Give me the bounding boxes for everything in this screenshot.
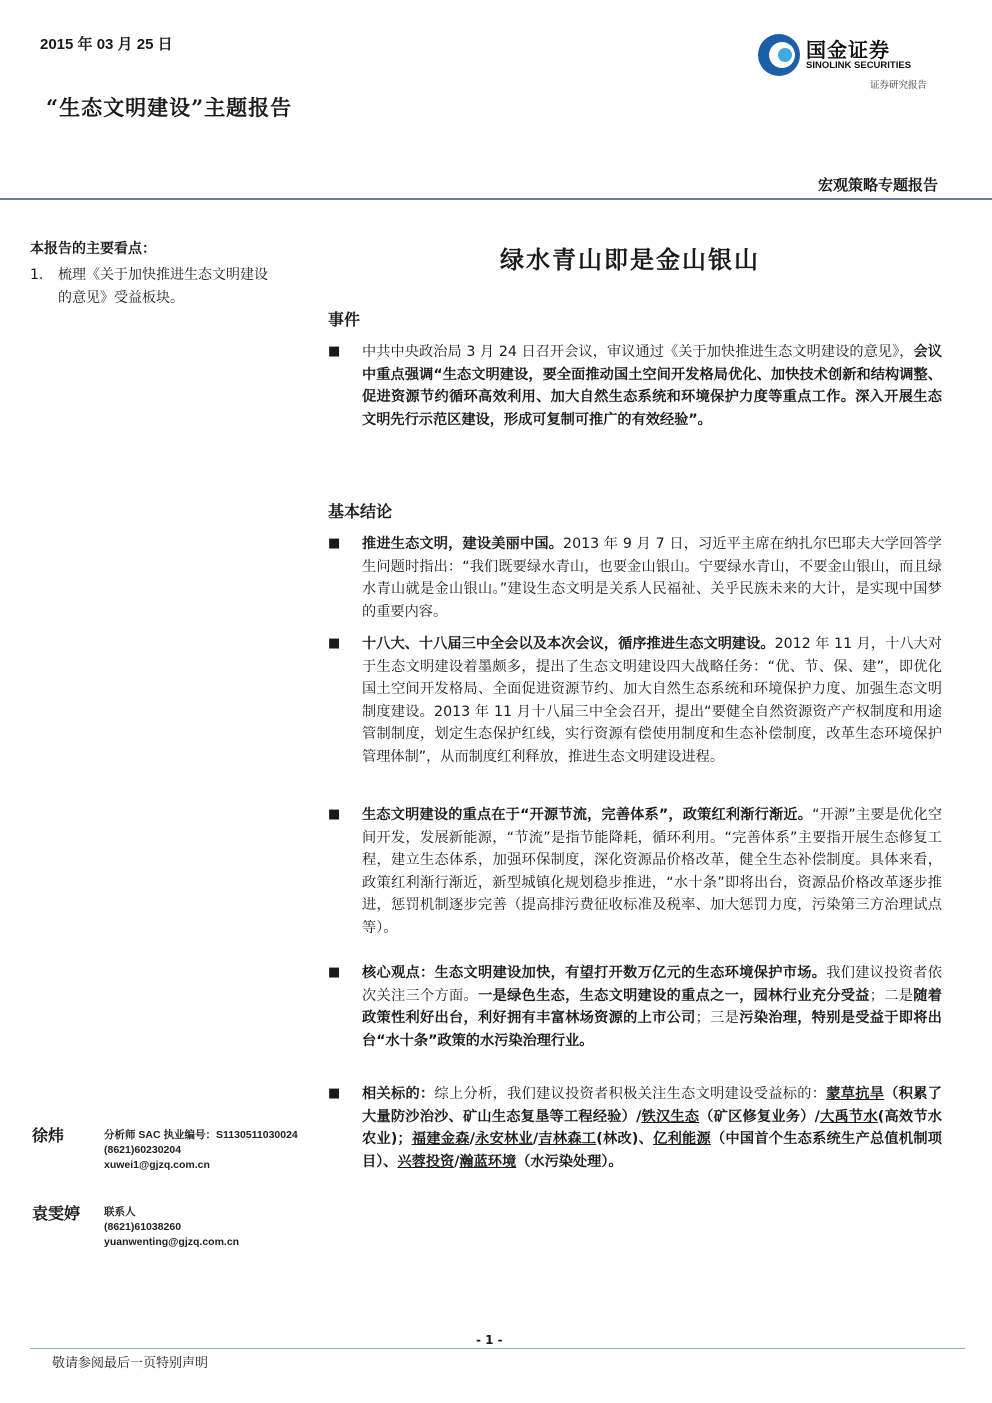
stock-link[interactable]: 亿利能源 [653, 1131, 711, 1148]
logo-tagline: 证券研究报告 [870, 80, 928, 91]
related-lead: 相关标的： [362, 1086, 435, 1102]
conclusion-item [328, 533, 942, 623]
header-divider [0, 198, 992, 200]
stock-link[interactable]: 吉林森工 [538, 1131, 597, 1148]
stock-note: （积累了大量防沙治沙、矿山生态复垦等工程经验）/ [362, 1086, 942, 1125]
stock-note: (林改)、 [596, 1131, 654, 1148]
author-email[interactable]: xuwei1@gjzq.com.cn [104, 1159, 210, 1171]
stock-note: / [532, 1131, 539, 1148]
conclusion-heading: 基本结论 [328, 502, 393, 521]
conclusion-text: “开源”主要是优化空间开发，发展新能源，“节流”是指节能降耗，循环利用。“完善体系”主要指开展生态修复工程，建立生态体系，加强环保制度，深化资源品价格改革，健全生态补偿制度。具体来看，政策红利渐行渐近，新型城镇化规划稳步推进，“水十条”即将出台，资源品价格改革逐步推进，惩罚机制逐步完善（提高排污费征收标准及税率、加大惩罚力度，污染第三方治理试点等）。 [362, 807, 943, 936]
author-email[interactable]: yuanwenting@gjzq.com.cn [104, 1236, 240, 1248]
event-text-bold: 会议中重点强调“生态文明建设，要全面推动国土空间开发格局优化、加快技术创新和结构调整、促进资源节约循环高效利用、加大自然生态系统和环境保护力度等重点工作。深入开展生态文明先行示范区建设，形成可复制可推广的有效经验”。 [362, 344, 942, 428]
footer-divider [30, 1348, 965, 1349]
conclusion-text: 2012 年 11 月，十八大对于生态文明建设着墨颇多，提出了生态文明建设四大战略任务：“优、节、保、建”，即优化国土空间开发格局、全面促进资源节约、加大自然生态系统和环境保护力度、加强生态文明制度建设。2013 年 11 月十八届三中全会召开，提出“要健全自然资源资产产权制度和用途管制制度，划定生态保护红线，实行资源有偿使用制度和生态补偿制度，改革生态环境保护管理体制”，从而制度红利释放，推进生态文明建设进程。 [362, 636, 942, 765]
author-phone: (8621)61038260 [104, 1221, 182, 1233]
main-title: 绿水青山即是金山银山 [500, 245, 760, 274]
author-contact [104, 1205, 239, 1250]
related-stocks-item [328, 1083, 942, 1173]
stock-note: / [469, 1131, 475, 1148]
key-point-item [30, 264, 280, 310]
author-credential: 分析师 SAC 执业编号：S1130511030024 [104, 1129, 298, 1141]
core-view-item [328, 962, 942, 1052]
company-logo [756, 30, 946, 92]
core-view-sep-1: ；二是 [869, 987, 914, 1004]
core-view-point-2: 随着政策性利好出台，利好拥有丰富林场资源的上市公司 [362, 987, 942, 1027]
stock-note: （矿区修复业务）/ [699, 1108, 820, 1125]
sinolink-logo-icon [756, 32, 802, 78]
author-name: 袁雯婷 [32, 1204, 81, 1223]
page-number: - 1 - [470, 1333, 509, 1347]
conclusion-lead: 生态文明建设的重点在于“开源节流，完善体系”，政策红利渐行渐近。 [362, 807, 813, 823]
bullet-square-icon: ■ [328, 1086, 341, 1101]
footer-disclaimer: 敬请参阅最后一页特别声明 [52, 1356, 209, 1371]
conclusion-lead: 推进生态文明，建设美丽中国。 [362, 536, 564, 552]
logo-name-cn: 国金证券 [806, 38, 890, 62]
core-view-sep-2: ；三是 [695, 1010, 740, 1027]
core-view-point-3: 污染治理，特别是受益于即将出台“水十条”政策的水污染治理行业。 [362, 1010, 942, 1049]
bullet-square-icon: ■ [328, 807, 341, 822]
related-text: 综上分析，我们建议投资者积极关注生态文明建设受益标的： [434, 1086, 827, 1102]
key-point-number: 1. [30, 267, 44, 283]
stock-note: （中国首个生态系统生产总值机制项目）、 [362, 1131, 942, 1170]
stock-link[interactable]: 大禹节水 [819, 1108, 878, 1125]
stock-link[interactable]: 永安林业 [474, 1131, 533, 1148]
key-points-sidebar [30, 238, 280, 310]
report-date: 2015 年 03 月 25 日 [40, 36, 173, 53]
stock-note: (高效节水农业)； [362, 1108, 942, 1148]
core-view-text: 我们建议投资者依次关注三个方面。 [362, 965, 942, 1004]
core-view-point-1: 一是绿色生态，生态文明建设的重点之一，园林行业充分受益 [478, 987, 870, 1004]
key-points-heading: 本报告的主要看点： [30, 241, 156, 257]
conclusion-text: 2013 年 9 月 7 日，习近平主席在纳扎尔巴耶夫大学回答学生问题时指出：“我们既要绿水青山，也要金山银山。宁要绿水青山，不要金山银山，而且绿水青山就是金山银山。”建设生态文明是关系人民福祉、关乎民族未来的大计，是实现中国梦的重要内容。 [362, 536, 942, 620]
stock-note: （水污染处理）。 [516, 1153, 623, 1170]
conclusion-item [328, 804, 942, 940]
event-text: 中共中央政治局 3 月 24 日召开会议，审议通过《关于加快推进生态文明建设的意见》， [362, 344, 914, 360]
bullet-square-icon: ■ [328, 536, 341, 551]
stock-note: / [454, 1153, 460, 1170]
report-series-title: “生态文明建设”主题报告 [46, 95, 293, 120]
stock-link[interactable]: 铁汉生态 [641, 1108, 700, 1125]
conclusion-lead: 十八大、十八届三中全会以及本次会议，循序推进生态文明建设。 [362, 636, 775, 652]
author-credential: 联系人 [104, 1206, 136, 1218]
author-name: 徐炜 [32, 1126, 65, 1145]
bullet-square-icon: ■ [328, 344, 341, 359]
conclusion-item [328, 633, 942, 769]
author-contact [104, 1128, 298, 1173]
stock-link[interactable]: 兴蓉投资 [397, 1153, 455, 1170]
core-view-lead: 核心观点：生态文明建设加快，有望打开数万亿元的生态环境保护市场。 [362, 965, 827, 981]
logo-name-en: SINOLINK SECURITIES [806, 60, 912, 71]
stock-link[interactable]: 瀚蓝环境 [459, 1153, 517, 1170]
report-category: 宏观策略专题报告 [817, 176, 938, 194]
event-heading: 事件 [328, 310, 361, 329]
stock-link[interactable]: 蒙草抗旱 [826, 1086, 885, 1102]
event-paragraph [328, 341, 942, 431]
bullet-square-icon: ■ [328, 636, 341, 651]
key-point-text: 梳理《关于加快推进生态文明建设的意见》受益板块。 [58, 267, 268, 306]
bullet-square-icon: ■ [328, 965, 341, 980]
stock-link[interactable]: 福建金森 [411, 1131, 470, 1148]
author-phone: (8621)60230204 [104, 1144, 182, 1156]
